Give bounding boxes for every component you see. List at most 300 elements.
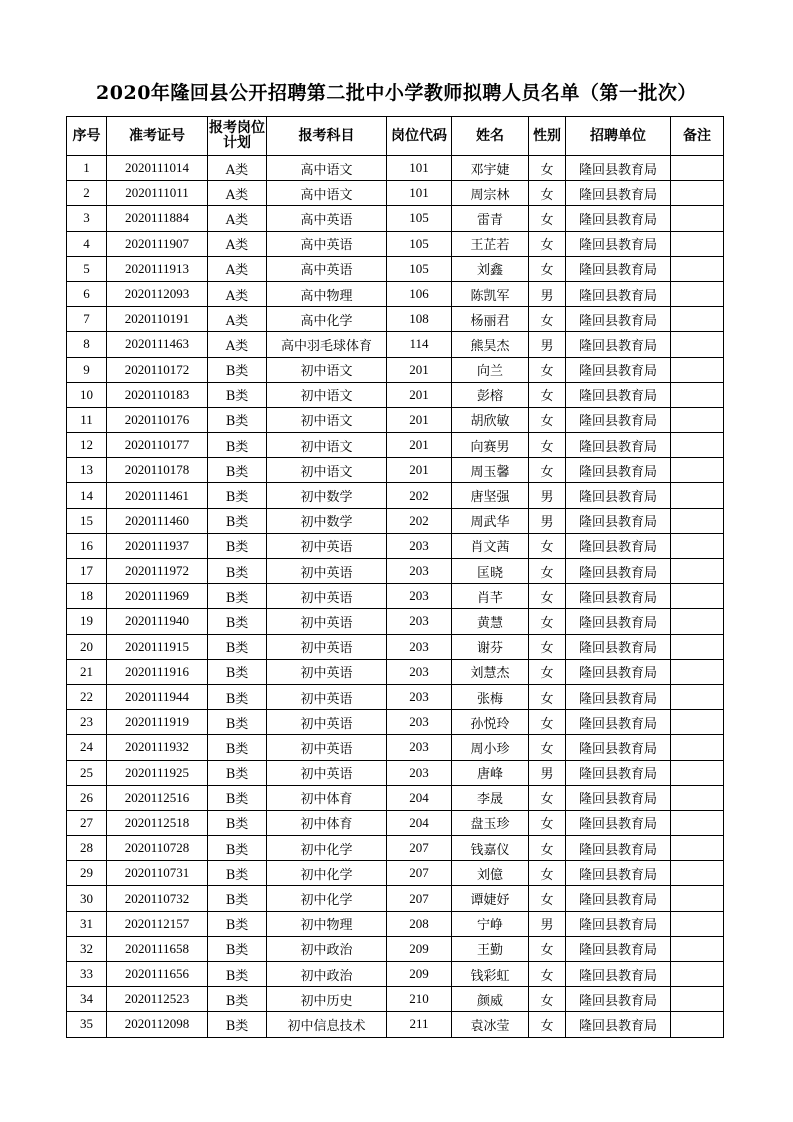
col-exam-number-cell: 2020111461 xyxy=(107,483,208,508)
col-subject-cell: 初中英语 xyxy=(267,659,387,684)
col-index-cell: 14 xyxy=(67,483,107,508)
col-exam-number-cell: 2020111884 xyxy=(107,206,208,231)
col-position-plan-cell: B类 xyxy=(208,785,267,810)
col-remarks-cell xyxy=(671,609,724,634)
table-row xyxy=(67,609,724,634)
col-employer-cell: 隆回县教育局 xyxy=(566,407,671,432)
col-position-code-cell: 201 xyxy=(387,433,452,458)
table-row xyxy=(67,357,724,382)
col-employer-cell: 隆回县教育局 xyxy=(566,659,671,684)
table-row xyxy=(67,584,724,609)
col-exam-number-cell: 2020111913 xyxy=(107,256,208,281)
col-name-cell: 陈凯军 xyxy=(452,281,529,306)
col-position-plan-cell: B类 xyxy=(208,407,267,432)
col-remarks-cell xyxy=(671,987,724,1012)
col-position-code-cell: 207 xyxy=(387,836,452,861)
col-remarks-cell xyxy=(671,886,724,911)
col-employer-cell: 隆回县教育局 xyxy=(566,382,671,407)
table-row xyxy=(67,256,724,281)
col-name-cell: 雷青 xyxy=(452,206,529,231)
col-position-code-cell: 204 xyxy=(387,785,452,810)
col-gender-cell: 男 xyxy=(529,911,566,936)
col-gender-cell: 男 xyxy=(529,483,566,508)
col-position-plan-cell: A类 xyxy=(208,181,267,206)
col-gender-cell: 女 xyxy=(529,886,566,911)
col-employer-cell: 隆回县教育局 xyxy=(566,684,671,709)
col-index-cell: 23 xyxy=(67,710,107,735)
col-subject-cell: 初中物理 xyxy=(267,911,387,936)
table-row xyxy=(67,785,724,810)
table-row xyxy=(67,483,724,508)
page-title: 2020年隆回县公开招聘第二批中小学教师拟聘人员名单（第一批次） xyxy=(96,82,697,104)
col-employer-cell: 隆回县教育局 xyxy=(566,810,671,835)
col-remarks-cell xyxy=(671,533,724,558)
col-position-code-cell: 105 xyxy=(387,256,452,281)
col-subject-cell: 高中英语 xyxy=(267,206,387,231)
col-exam-number-cell: 2020111925 xyxy=(107,760,208,785)
table-row xyxy=(67,861,724,886)
col-remarks-cell xyxy=(671,231,724,256)
col-position-plan-cell: B类 xyxy=(208,1012,267,1037)
col-employer-cell: 隆回县教育局 xyxy=(566,735,671,760)
col-index-cell: 5 xyxy=(67,256,107,281)
col-exam-number-cell: 2020110728 xyxy=(107,836,208,861)
col-position-plan-cell: B类 xyxy=(208,634,267,659)
col-exam-number-cell: 2020110191 xyxy=(107,307,208,332)
col-index-cell: 34 xyxy=(67,987,107,1012)
col-position-code-cell: 203 xyxy=(387,659,452,684)
col-position-code-cell: 105 xyxy=(387,231,452,256)
col-position-code-cell: 203 xyxy=(387,584,452,609)
col-exam-number-cell: 2020111011 xyxy=(107,181,208,206)
col-gender-cell: 女 xyxy=(529,936,566,961)
table-row xyxy=(67,710,724,735)
col-subject-cell: 初中语文 xyxy=(267,382,387,407)
col-remarks-cell xyxy=(671,508,724,533)
col-position-plan-cell: A类 xyxy=(208,307,267,332)
col-position-plan-cell: B类 xyxy=(208,810,267,835)
col-gender-cell: 女 xyxy=(529,181,566,206)
table-row xyxy=(67,760,724,785)
col-position-plan-cell: A类 xyxy=(208,231,267,256)
table-row xyxy=(67,231,724,256)
col-remarks-cell xyxy=(671,281,724,306)
col-subject-cell: 初中信息技术 xyxy=(267,1012,387,1037)
col-index-cell: 11 xyxy=(67,407,107,432)
table-row xyxy=(67,836,724,861)
col-gender-cell: 女 xyxy=(529,634,566,659)
col-remarks-cell xyxy=(671,559,724,584)
col-gender-cell: 男 xyxy=(529,332,566,357)
col-name-cell: 黄慧 xyxy=(452,609,529,634)
col-subject-cell: 初中化学 xyxy=(267,861,387,886)
col-subject-cell: 高中英语 xyxy=(267,256,387,281)
col-remarks-cell xyxy=(671,911,724,936)
col-remarks-cell xyxy=(671,407,724,432)
col-position-code-cell: 203 xyxy=(387,609,452,634)
col-position-code-cell: 211 xyxy=(387,1012,452,1037)
col-name-cell: 刘億 xyxy=(452,861,529,886)
col-index-cell: 10 xyxy=(67,382,107,407)
col-subject-cell: 初中英语 xyxy=(267,584,387,609)
col-employer-cell: 隆回县教育局 xyxy=(566,281,671,306)
col-employer-cell: 隆回县教育局 xyxy=(566,156,671,181)
col-employer-cell: 隆回县教育局 xyxy=(566,357,671,382)
col-employer-cell: 隆回县教育局 xyxy=(566,609,671,634)
col-gender-cell: 男 xyxy=(529,281,566,306)
col-position-plan-cell: B类 xyxy=(208,609,267,634)
col-name-cell: 周玉馨 xyxy=(452,458,529,483)
col-position-code-cell: 207 xyxy=(387,861,452,886)
col-subject-cell: 初中政治 xyxy=(267,962,387,987)
col-employer-cell: 隆回县教育局 xyxy=(566,911,671,936)
col-name-cell: 肖文茜 xyxy=(452,533,529,558)
col-employer-cell: 隆回县教育局 xyxy=(566,886,671,911)
col-position-plan-cell: B类 xyxy=(208,836,267,861)
col-position-code-cell: 201 xyxy=(387,458,452,483)
col-name-cell: 张梅 xyxy=(452,684,529,709)
col-position-plan-cell: B类 xyxy=(208,659,267,684)
col-remarks-cell xyxy=(671,433,724,458)
table-row xyxy=(67,735,724,760)
col-position-code-cell: 209 xyxy=(387,962,452,987)
table-row xyxy=(67,684,724,709)
col-employer-cell: 隆回县教育局 xyxy=(566,634,671,659)
col-name-cell: 匡晓 xyxy=(452,559,529,584)
table-row xyxy=(67,181,724,206)
col-name-cell: 唐坚强 xyxy=(452,483,529,508)
col-gender-cell: 女 xyxy=(529,962,566,987)
table-row xyxy=(67,559,724,584)
col-position-plan-cell: B类 xyxy=(208,508,267,533)
col-index-cell: 24 xyxy=(67,735,107,760)
col-exam-number-header: 准考证号 xyxy=(107,117,208,156)
col-employer-cell: 隆回县教育局 xyxy=(566,433,671,458)
col-exam-number-cell: 2020111656 xyxy=(107,962,208,987)
col-employer-cell: 隆回县教育局 xyxy=(566,256,671,281)
col-exam-number-cell: 2020112093 xyxy=(107,281,208,306)
col-index-cell: 9 xyxy=(67,357,107,382)
col-position-plan-cell: B类 xyxy=(208,357,267,382)
col-position-code-cell: 201 xyxy=(387,407,452,432)
col-gender-cell: 女 xyxy=(529,710,566,735)
col-position-plan-cell: B类 xyxy=(208,962,267,987)
col-index-cell: 1 xyxy=(67,156,107,181)
col-subject-header: 报考科目 xyxy=(267,117,387,156)
col-remarks-cell xyxy=(671,836,724,861)
col-employer-cell: 隆回县教育局 xyxy=(566,710,671,735)
col-position-code-cell: 204 xyxy=(387,810,452,835)
col-exam-number-cell: 2020111915 xyxy=(107,634,208,659)
col-position-plan-cell: B类 xyxy=(208,987,267,1012)
col-exam-number-cell: 2020110176 xyxy=(107,407,208,432)
col-exam-number-cell: 2020111916 xyxy=(107,659,208,684)
col-employer-cell: 隆回县教育局 xyxy=(566,533,671,558)
col-position-code-header: 岗位代码 xyxy=(387,117,452,156)
col-employer-cell: 隆回县教育局 xyxy=(566,962,671,987)
col-name-cell: 王勤 xyxy=(452,936,529,961)
col-position-plan-cell: A类 xyxy=(208,206,267,231)
col-subject-cell: 初中历史 xyxy=(267,987,387,1012)
col-index-cell: 22 xyxy=(67,684,107,709)
table-row xyxy=(67,332,724,357)
col-index-cell: 12 xyxy=(67,433,107,458)
col-index-cell: 18 xyxy=(67,584,107,609)
col-position-plan-cell: B类 xyxy=(208,684,267,709)
col-index-cell: 8 xyxy=(67,332,107,357)
col-exam-number-cell: 2020110732 xyxy=(107,886,208,911)
col-gender-cell: 女 xyxy=(529,231,566,256)
col-index-header: 序号 xyxy=(67,117,107,156)
col-subject-cell: 初中数学 xyxy=(267,508,387,533)
col-employer-cell: 隆回县教育局 xyxy=(566,206,671,231)
col-position-code-cell: 106 xyxy=(387,281,452,306)
col-gender-cell: 女 xyxy=(529,357,566,382)
col-index-cell: 6 xyxy=(67,281,107,306)
col-remarks-cell xyxy=(671,357,724,382)
col-remarks-cell xyxy=(671,483,724,508)
col-subject-cell: 初中化学 xyxy=(267,886,387,911)
table-row xyxy=(67,407,724,432)
col-employer-cell: 隆回县教育局 xyxy=(566,231,671,256)
col-position-code-cell: 203 xyxy=(387,634,452,659)
candidate-table xyxy=(66,116,724,1038)
col-exam-number-cell: 2020111460 xyxy=(107,508,208,533)
col-remarks-header: 备注 xyxy=(671,117,724,156)
col-remarks-cell xyxy=(671,1012,724,1037)
table-row xyxy=(67,156,724,181)
col-gender-cell: 女 xyxy=(529,533,566,558)
col-subject-cell: 高中英语 xyxy=(267,231,387,256)
col-remarks-cell xyxy=(671,584,724,609)
col-gender-cell: 女 xyxy=(529,735,566,760)
col-index-cell: 25 xyxy=(67,760,107,785)
col-name-cell: 刘慧杰 xyxy=(452,659,529,684)
col-subject-cell: 初中英语 xyxy=(267,735,387,760)
col-index-cell: 13 xyxy=(67,458,107,483)
col-position-code-cell: 203 xyxy=(387,684,452,709)
col-index-cell: 26 xyxy=(67,785,107,810)
col-gender-cell: 女 xyxy=(529,810,566,835)
col-position-plan-cell: B类 xyxy=(208,911,267,936)
col-name-cell: 胡欣敏 xyxy=(452,407,529,432)
col-position-plan-cell: A类 xyxy=(208,156,267,181)
col-exam-number-cell: 2020112516 xyxy=(107,785,208,810)
table-row xyxy=(67,987,724,1012)
col-index-cell: 30 xyxy=(67,886,107,911)
col-subject-cell: 初中体育 xyxy=(267,810,387,835)
col-position-code-cell: 203 xyxy=(387,735,452,760)
col-employer-cell: 隆回县教育局 xyxy=(566,1012,671,1037)
col-name-cell: 颜威 xyxy=(452,987,529,1012)
col-exam-number-cell: 2020110172 xyxy=(107,357,208,382)
table-header-row xyxy=(67,117,724,156)
col-subject-cell: 初中语文 xyxy=(267,407,387,432)
col-remarks-cell xyxy=(671,659,724,684)
table-row xyxy=(67,1012,724,1037)
col-name-cell: 周小珍 xyxy=(452,735,529,760)
col-subject-cell: 高中语文 xyxy=(267,181,387,206)
col-index-cell: 29 xyxy=(67,861,107,886)
col-employer-cell: 隆回县教育局 xyxy=(566,861,671,886)
col-name-cell: 肖芊 xyxy=(452,584,529,609)
col-remarks-cell xyxy=(671,861,724,886)
table-row xyxy=(67,659,724,684)
col-name-cell: 宁峥 xyxy=(452,911,529,936)
col-position-plan-cell: B类 xyxy=(208,382,267,407)
col-gender-cell: 男 xyxy=(529,508,566,533)
col-exam-number-cell: 2020112518 xyxy=(107,810,208,835)
col-exam-number-cell: 2020110731 xyxy=(107,861,208,886)
col-name-cell: 谢芬 xyxy=(452,634,529,659)
col-remarks-cell xyxy=(671,710,724,735)
col-exam-number-cell: 2020111919 xyxy=(107,710,208,735)
col-gender-cell: 女 xyxy=(529,987,566,1012)
col-employer-cell: 隆回县教育局 xyxy=(566,987,671,1012)
col-subject-cell: 初中英语 xyxy=(267,634,387,659)
col-remarks-cell xyxy=(671,332,724,357)
col-position-plan-cell: B类 xyxy=(208,584,267,609)
col-position-plan-cell: B类 xyxy=(208,458,267,483)
col-subject-cell: 初中英语 xyxy=(267,559,387,584)
col-position-plan-cell: B类 xyxy=(208,861,267,886)
col-remarks-cell xyxy=(671,307,724,332)
col-exam-number-cell: 2020111907 xyxy=(107,231,208,256)
col-position-plan-cell: B类 xyxy=(208,433,267,458)
col-gender-cell: 女 xyxy=(529,307,566,332)
col-index-cell: 20 xyxy=(67,634,107,659)
col-employer-cell: 隆回县教育局 xyxy=(566,836,671,861)
col-subject-cell: 高中羽毛球体育 xyxy=(267,332,387,357)
col-index-cell: 3 xyxy=(67,206,107,231)
col-index-cell: 31 xyxy=(67,911,107,936)
col-position-code-cell: 203 xyxy=(387,559,452,584)
table-row xyxy=(67,911,724,936)
col-employer-cell: 隆回县教育局 xyxy=(566,785,671,810)
col-remarks-cell xyxy=(671,785,724,810)
col-position-plan-cell: B类 xyxy=(208,483,267,508)
col-subject-cell: 高中语文 xyxy=(267,156,387,181)
col-employer-cell: 隆回县教育局 xyxy=(566,760,671,785)
table-row xyxy=(67,810,724,835)
col-gender-cell: 女 xyxy=(529,458,566,483)
col-remarks-cell xyxy=(671,760,724,785)
col-subject-cell: 初中语文 xyxy=(267,433,387,458)
table-row xyxy=(67,206,724,231)
col-name-cell: 谭婕妤 xyxy=(452,886,529,911)
col-position-code-cell: 202 xyxy=(387,483,452,508)
col-subject-cell: 初中化学 xyxy=(267,836,387,861)
col-index-cell: 16 xyxy=(67,533,107,558)
col-remarks-cell xyxy=(671,936,724,961)
table-row xyxy=(67,458,724,483)
col-gender-cell: 女 xyxy=(529,684,566,709)
col-index-cell: 32 xyxy=(67,936,107,961)
col-subject-cell: 高中化学 xyxy=(267,307,387,332)
col-exam-number-cell: 2020111937 xyxy=(107,533,208,558)
table-row xyxy=(67,886,724,911)
col-subject-cell: 初中英语 xyxy=(267,684,387,709)
col-employer-cell: 隆回县教育局 xyxy=(566,307,671,332)
col-exam-number-cell: 2020112523 xyxy=(107,987,208,1012)
col-position-code-cell: 201 xyxy=(387,357,452,382)
col-position-code-cell: 209 xyxy=(387,936,452,961)
col-name-cell: 钱彩虹 xyxy=(452,962,529,987)
col-employer-header: 招聘单位 xyxy=(566,117,671,156)
col-remarks-cell xyxy=(671,181,724,206)
col-name-cell: 王芷若 xyxy=(452,231,529,256)
col-position-plan-cell: B类 xyxy=(208,886,267,911)
col-index-cell: 19 xyxy=(67,609,107,634)
col-exam-number-cell: 2020111972 xyxy=(107,559,208,584)
col-position-plan-header: 报考岗位计划 xyxy=(208,117,267,156)
col-remarks-cell xyxy=(671,684,724,709)
col-index-cell: 17 xyxy=(67,559,107,584)
col-gender-cell: 女 xyxy=(529,785,566,810)
col-gender-cell: 女 xyxy=(529,836,566,861)
col-position-plan-cell: B类 xyxy=(208,936,267,961)
col-subject-cell: 初中英语 xyxy=(267,609,387,634)
col-exam-number-cell: 2020111940 xyxy=(107,609,208,634)
col-subject-cell: 初中政治 xyxy=(267,936,387,961)
col-gender-cell: 女 xyxy=(529,584,566,609)
table-row xyxy=(67,962,724,987)
col-name-cell: 邓宇婕 xyxy=(452,156,529,181)
col-remarks-cell xyxy=(671,256,724,281)
col-name-cell: 唐峰 xyxy=(452,760,529,785)
col-remarks-cell xyxy=(671,962,724,987)
col-remarks-cell xyxy=(671,382,724,407)
col-name-cell: 向兰 xyxy=(452,357,529,382)
col-remarks-cell xyxy=(671,458,724,483)
col-subject-cell: 初中数学 xyxy=(267,483,387,508)
col-subject-cell: 初中语文 xyxy=(267,458,387,483)
col-position-code-cell: 101 xyxy=(387,181,452,206)
col-exam-number-cell: 2020111944 xyxy=(107,684,208,709)
col-remarks-cell xyxy=(671,634,724,659)
col-gender-cell: 女 xyxy=(529,433,566,458)
col-name-cell: 袁冰莹 xyxy=(452,1012,529,1037)
col-position-code-cell: 210 xyxy=(387,987,452,1012)
col-name-header: 姓名 xyxy=(452,117,529,156)
col-position-code-cell: 101 xyxy=(387,156,452,181)
table-body xyxy=(67,156,724,1038)
col-exam-number-cell: 2020111014 xyxy=(107,156,208,181)
col-index-cell: 15 xyxy=(67,508,107,533)
col-index-cell: 33 xyxy=(67,962,107,987)
col-employer-cell: 隆回县教育局 xyxy=(566,508,671,533)
col-subject-cell: 初中语文 xyxy=(267,357,387,382)
col-gender-cell: 女 xyxy=(529,559,566,584)
col-position-code-cell: 114 xyxy=(387,332,452,357)
col-name-cell: 钱嘉仪 xyxy=(452,836,529,861)
col-subject-cell: 高中物理 xyxy=(267,281,387,306)
col-name-cell: 向赛男 xyxy=(452,433,529,458)
col-position-plan-cell: B类 xyxy=(208,559,267,584)
col-exam-number-cell: 2020112098 xyxy=(107,1012,208,1037)
col-index-cell: 4 xyxy=(67,231,107,256)
col-gender-cell: 男 xyxy=(529,760,566,785)
col-exam-number-cell: 2020110183 xyxy=(107,382,208,407)
col-name-cell: 熊昊杰 xyxy=(452,332,529,357)
col-gender-cell: 女 xyxy=(529,206,566,231)
col-position-plan-cell: B类 xyxy=(208,735,267,760)
col-position-plan-cell: A类 xyxy=(208,281,267,306)
col-name-cell: 杨丽君 xyxy=(452,307,529,332)
col-remarks-cell xyxy=(671,206,724,231)
col-index-cell: 7 xyxy=(67,307,107,332)
col-index-cell: 2 xyxy=(67,181,107,206)
